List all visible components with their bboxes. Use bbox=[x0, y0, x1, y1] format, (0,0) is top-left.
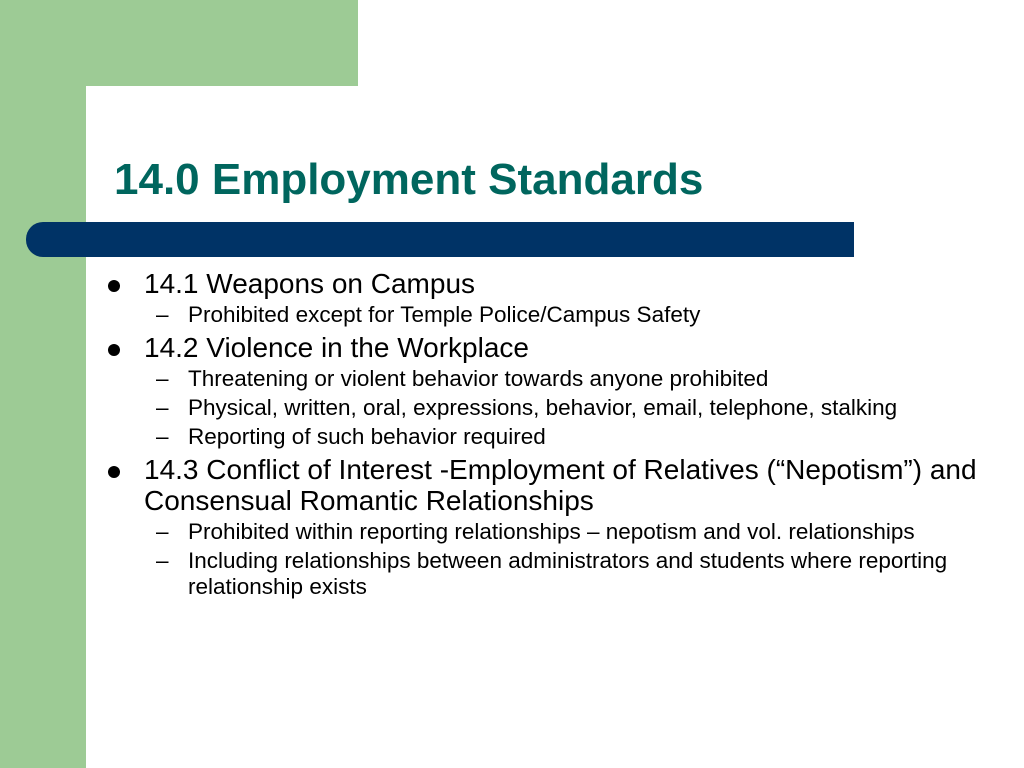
bullet-text: 14.2 Violence in the Workplace bbox=[144, 332, 529, 363]
sub-bullet-item bbox=[106, 366, 996, 392]
bullet-item bbox=[106, 268, 996, 299]
bullet-dot-icon bbox=[108, 466, 120, 478]
sub-bullet-item bbox=[106, 424, 996, 450]
sub-bullet-text: Physical, written, oral, expressions, behavior, email, telephone, stalking bbox=[188, 395, 898, 420]
bullet-item bbox=[106, 332, 996, 363]
sub-bullet-item bbox=[106, 548, 996, 600]
sub-bullet-text: Threatening or violent behavior towards anyone prohibited bbox=[188, 366, 769, 391]
sub-bullet-item bbox=[106, 302, 996, 328]
dash-icon: – bbox=[156, 366, 169, 391]
sub-bullet-text: Prohibited except for Temple Police/Campus Safety bbox=[188, 302, 701, 327]
sub-bullet-item bbox=[106, 519, 996, 545]
title-rule-bar bbox=[26, 222, 854, 257]
bullet-dot-icon bbox=[108, 344, 120, 356]
dash-icon: – bbox=[156, 302, 169, 327]
dash-icon: – bbox=[156, 548, 169, 573]
sub-bullet-text: Prohibited within reporting relationships – nepotism and vol. relationships bbox=[188, 519, 915, 544]
bullet-item bbox=[106, 454, 996, 516]
bullet-dot-icon bbox=[108, 280, 120, 292]
dash-icon: – bbox=[156, 424, 169, 449]
sub-bullet-item bbox=[106, 395, 996, 421]
sub-bullet-text: Reporting of such behavior required bbox=[188, 424, 546, 449]
dash-icon: – bbox=[156, 395, 169, 420]
dash-icon: – bbox=[156, 519, 169, 544]
bullet-list bbox=[106, 264, 996, 600]
slide-title: 14.0 Employment Standards bbox=[114, 155, 704, 204]
bullet-text: 14.1 Weapons on Campus bbox=[144, 268, 476, 299]
bullet-text: 14.3 Conflict of Interest -Employment of Relatives (“Nepotism”) and Consensual Romantic Relationships bbox=[144, 454, 977, 516]
green-left-band bbox=[0, 0, 86, 768]
sub-bullet-text: Including relationships between administrators and students where reporting relationship exists bbox=[188, 548, 948, 599]
